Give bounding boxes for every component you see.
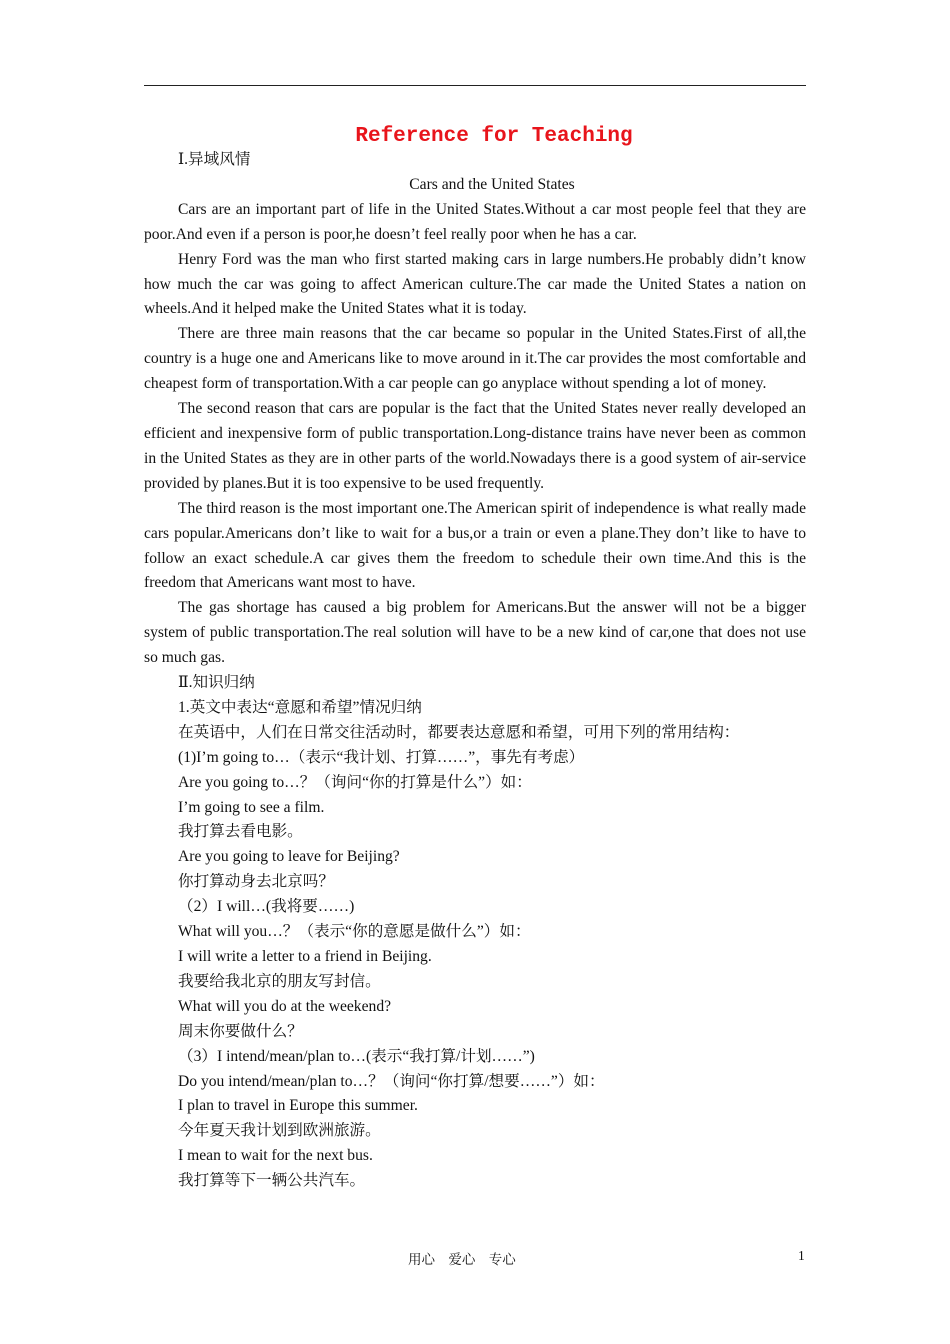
example-english: Are you going to leave for Beijing? xyxy=(178,848,400,866)
structure-question: What will you…？（表示“你的意愿是做什么”）如： xyxy=(178,923,531,941)
example-chinese: 我打算去看电影。 xyxy=(178,823,303,841)
article-paragraph: The gas shortage has caused a big problem for Americans.But the answer will not be a bigger system of public transportation.The real solution will have to be a new kind of car,one that does not use so much gas. xyxy=(144,599,806,667)
header-rule xyxy=(144,85,806,86)
example-chinese: 我打算等下一辆公共汽车。 xyxy=(178,1172,366,1190)
example-chinese: 我要给我北京的朋友写封信。 xyxy=(178,972,381,990)
summary-heading: 1.英文中表达“意愿和希望”情况归纳 xyxy=(178,698,422,716)
section-2-heading: Ⅱ.知识归纳 xyxy=(178,674,255,692)
structure-item: (1)I’m going to…（表示“我计划、打算……”，事先有考虑） xyxy=(178,748,585,766)
structure-question: Do you intend/mean/plan to…？（询问“你打算/想要……”）如： xyxy=(178,1072,605,1090)
example-chinese: 你打算动身去北京吗？ xyxy=(178,873,334,891)
example-english: I mean to wait for the next bus. xyxy=(178,1147,373,1165)
document-body xyxy=(144,148,806,1194)
page-number: 1 xyxy=(798,1248,805,1263)
page-title: Reference for Teaching xyxy=(355,125,633,148)
summary-intro: 在英语中，人们在日常交往活动时，都要表达意愿和希望，可用下列的常用结构： xyxy=(178,723,740,741)
example-english: I plan to travel in Europe this summer. xyxy=(178,1097,418,1115)
article-paragraph: Cars are an important part of life in the United States.Without a car most people feel that they are poor.And even if a person is poor,he doesn’t feel really poor when he has a car. xyxy=(144,200,806,243)
structure-item: （2）I will…(我将要……) xyxy=(178,898,355,916)
section-1-heading: Ⅰ.异域风情 xyxy=(178,151,251,168)
example-english: I will write a letter to a friend in Beijing. xyxy=(178,948,432,965)
example-english: What will you do at the weekend? xyxy=(178,997,392,1015)
structure-question: Are you going to…？（询问“你的打算是什么”）如： xyxy=(178,773,532,791)
example-chinese: 周末你要做什么？ xyxy=(178,1022,303,1040)
example-english: I’m going to see a film. xyxy=(178,798,325,816)
article-paragraph: There are three main reasons that the car became so popular in the United States.First of all,the country is a huge one and Americans like to move around in it.The car provides the most comfortable and cheapest form of transportation.With a car people can go anyplace without spending a lot of money. xyxy=(144,325,806,393)
footer-motto: 用心 爱心 专心 xyxy=(408,1252,516,1267)
article-paragraph: The third reason is the most important one.The American spirit of independence is what really made cars popular.Americans don’t like to wait for a bus,or a train or even a plane.They don’t like to have to follow an exact schedule.A car gives them the freedom to schedule their own time.And this is the freedom that Americans want most to have. xyxy=(144,499,806,592)
article-title: Cars and the United States xyxy=(409,175,575,193)
article-paragraph: The second reason that cars are popular is the fact that the United States never really developed an efficient and inexpensive form of public transportation.Long-distance trains have never been as common in the United States as they are in other parts of the world.Nowadays there is a good system of air-service provided by planes.But it is too expensive to be used frequently. xyxy=(144,400,806,492)
structure-item: （3）I intend/mean/plan to…(表示“我打算/计划……”) xyxy=(178,1047,535,1065)
article-paragraph: Henry Ford was the man who first started making cars in large numbers.He probably didn’t know how much the car was going to affect American culture.The car made the United States a nation on wheels.And it helped make the United States what it is today. xyxy=(144,250,806,318)
example-chinese: 今年夏天我计划到欧洲旅游。 xyxy=(178,1122,381,1140)
